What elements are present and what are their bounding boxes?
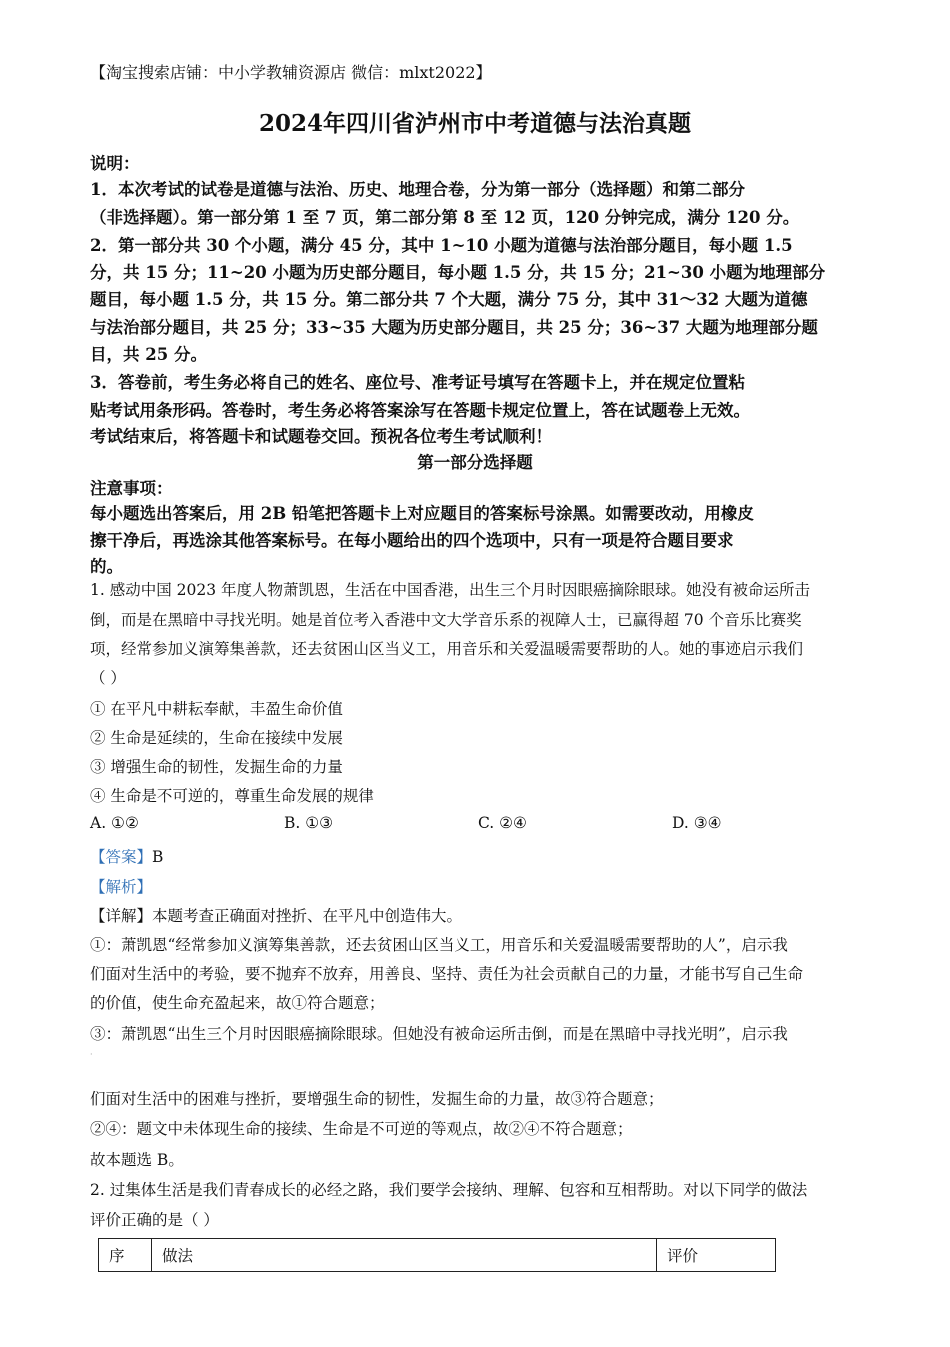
q1-stem-line: （ ）	[90, 669, 126, 687]
page-title: 2024年四川省泸州市中考道德与法治真题	[258, 110, 691, 137]
answer-value: B	[152, 848, 164, 866]
instructions-line: 贴考试用条形码。答卷时，考生务必将答案涂写在答题卡规定位置上，答在试题卷上无效。	[90, 401, 750, 420]
notice-label: 注意事项：	[90, 479, 173, 498]
q1-option-d: D. ③④	[672, 814, 722, 832]
q1-option-c: C. ②④	[478, 814, 527, 832]
instructions-line: 考试结束后，将答题卡和试题卷交回。预祝各位考生考试顺利！	[90, 427, 552, 446]
instructions-line: 2．第一部分共 30 个小题，满分 45 分，其中 1~10 小题为道德与法治部分题目，每小题 1.5	[90, 236, 793, 255]
q1-detail-line: ③：萧凯恩“出生三个月时因眼癌摘除眼球。但她没有被命运所击倒，而是在黑暗中寻找光明”，启示我	[90, 1025, 788, 1043]
separator-mark: ·	[90, 1050, 93, 1059]
instructions-line: 题目，每小题 1.5 分，共 15 分。第二部分共 7 个大题，满分 75 分，其中 31～32 大题为道德	[90, 290, 808, 309]
instructions-line: （非选择题）。第一部分第 1 至 7 页，第二部分第 8 至 12 页，120 分钟完成，满分 120 分。	[90, 208, 800, 227]
q1-detail-line: 们面对生活中的困难与挫折，要增强生命的韧性，发掘生命的力量，故③符合题意；	[90, 1090, 664, 1108]
instructions-label: 说明：	[90, 154, 140, 173]
q1-stem-line: 项，经常参加义演筹集善款，还去贫困山区当义工，用音乐和关爱温暖需要帮助的人。她的事迹启示我们	[90, 640, 804, 658]
q2-stem-line: 2. 过集体生活是我们青春成长的必经之路，我们要学会接纳、理解、包容和互相帮助。对以下同学的做法	[90, 1181, 808, 1199]
header-banner: 【淘宝搜索店铺：中小学教辅资源店 微信：mlxt2022】	[90, 63, 492, 82]
q1-detail-line: 们面对生活中的考验，要不抛弃不放弃，用善良、坚持、责任为社会贡献自己的力量，才能书写自己生命	[90, 965, 804, 983]
table-header-row	[99, 1239, 776, 1272]
analysis-label: 【解析】	[90, 878, 153, 896]
q1-detail-line: 故本题选 B。	[90, 1151, 184, 1169]
q1-detail-line: 【详解】本题考查正确面对挫折、在平凡中创造伟大。	[90, 907, 463, 925]
instructions-line: 与法治部分题目，共 25 分；33~35 大题为历史部分题目，共 25 分；36~37 大题为地理部分题	[90, 318, 818, 337]
table-header-cell: 评价	[657, 1239, 776, 1272]
q1-statement: ① 在平凡中耕耘奉献，丰盈生命价值	[90, 700, 343, 718]
q1-answer	[90, 845, 163, 867]
instructions-line: 目，共 25 分。	[90, 345, 207, 364]
section-title: 第一部分选择题	[417, 453, 533, 472]
q1-option-b: B. ①③	[284, 814, 334, 832]
instructions-line: 1．本次考试的试卷是道德与法治、历史、地理合卷，分为第一部分（选择题）和第二部分	[90, 180, 745, 199]
q2-stem-line: 评价正确的是（ ）	[90, 1211, 219, 1229]
notice-line: 的。	[90, 557, 123, 576]
q1-stem-line: 倒，而是在黑暗中寻找光明。她是首位考入香港中文大学音乐系的视障人士，已赢得超 70 个音乐比赛奖	[90, 611, 802, 629]
q1-statement: ③ 增强生命的韧性，发掘生命的力量	[90, 758, 343, 776]
answer-label: 【答案】	[90, 848, 153, 866]
q1-stem-line: 1. 感动中国 2023 年度人物萧凯恩，生活在中国香港，出生三个月时因眼癌摘除眼球。她没有被命运所击	[90, 581, 811, 599]
q1-detail-line: ①：萧凯恩“经常参加义演筹集善款，还去贫困山区当义工，用音乐和关爱温暖需要帮助的人”，启示我	[90, 936, 788, 954]
notice-line: 擦干净后，再选涂其他答案标号。在每小题给出的四个选项中，只有一项是符合题目要求	[90, 531, 734, 550]
q1-detail-line: ②④：题文中未体现生命的接续、生命是不可逆的等观点，故②④不符合题意；	[90, 1120, 633, 1138]
q1-detail-line: 的价值，使生命充盈起来，故①符合题意；	[90, 994, 385, 1012]
q1-statement: ② 生命是延续的，生命在接续中发展	[90, 729, 343, 747]
notice-line: 每小题选出答案后，用 2B 铅笔把答题卡上对应题目的答案标号涂黑。如需要改动，用橡皮	[90, 504, 754, 523]
table-header-cell: 序	[99, 1239, 152, 1272]
q1-option-a: A. ①②	[90, 814, 139, 832]
instructions-line: 分，共 15 分；11~20 小题为历史部分题目，每小题 1.5 分，共 15 分；21~30 小题为地理部分	[90, 263, 826, 282]
q1-statement: ④ 生命是不可逆的，尊重生命发展的规律	[90, 787, 374, 805]
table-header-cell: 做法	[152, 1239, 657, 1272]
instructions-line: 3．答卷前，考生务必将自己的姓名、座位号、准考证号填写在答题卡上，并在规定位置粘	[90, 373, 745, 392]
q2-table	[98, 1238, 776, 1272]
